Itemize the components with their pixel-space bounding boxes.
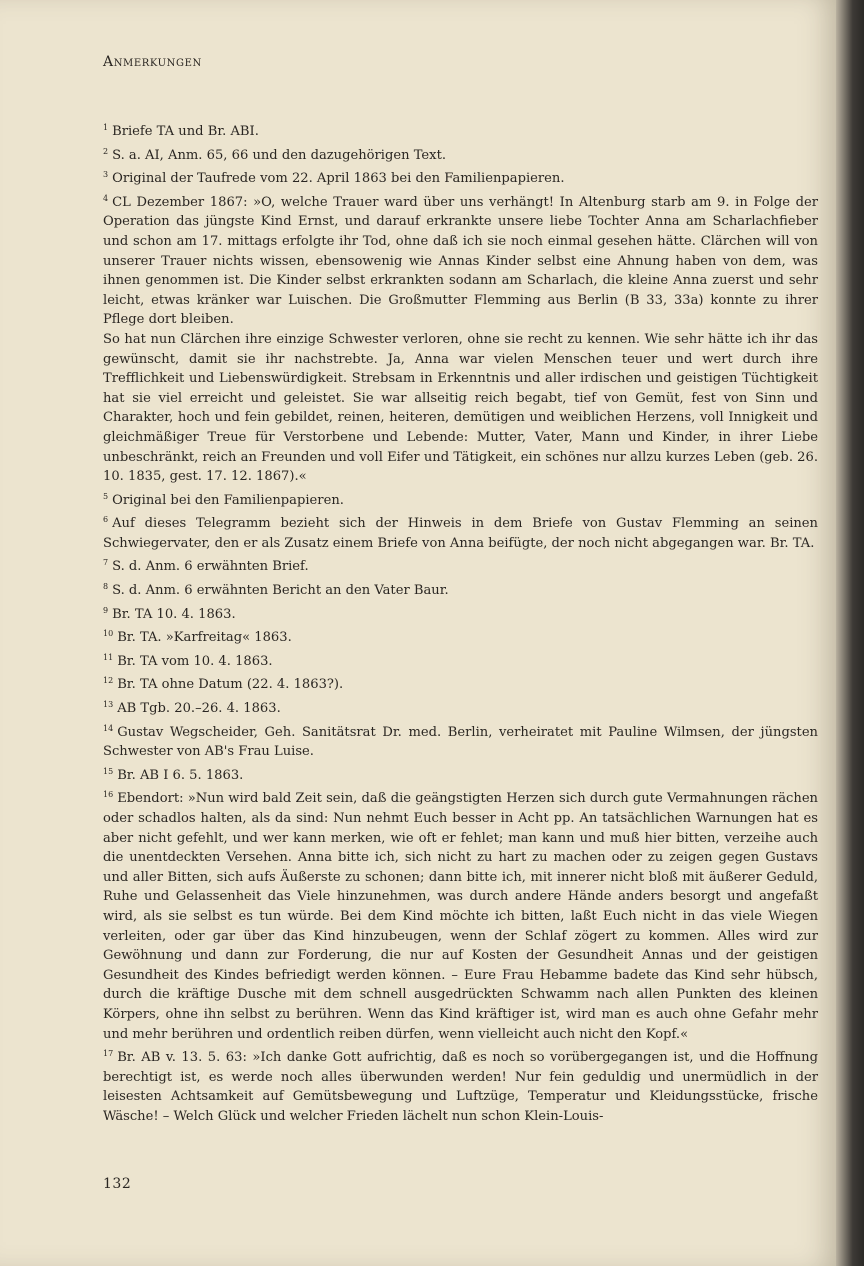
- endnote-text: Gustav Wegscheider, Geh. Sanitätsrat Dr. med. Berlin, verheiratet mit Pauline Wilmsen, der jüngsten Schwester von AB's Frau Luise.: [103, 724, 818, 760]
- endnote: [103, 189, 818, 330]
- endnote-text: S. d. Anm. 6 erwähnten Brief.: [112, 559, 309, 575]
- endnote-text: Ebendort: »Nun wird bald Zeit sein, daß die geängstigten Herzen sich durch gute Vermahnungen rächen oder schadlos halten, als da sind: Nun nehmt Euch besser in Acht pp. An tatsächlichen Warnungen hat es aber nicht gefehlt, und wer kann merken, wie oft er fehlet; man kann und muß hier bitten, verzeihe auch die unentdeckten Versehen. Anna bitte ich, sich nicht zu hart zu machen oder zu zeigen gegen Gustavs und aller Bitten, sich aufs Äußerste zu schonen; dann bitte ich, mit innerer nicht bloß mit äußerer Geduld, Ruhe und Gelassenheit das Viele hinzunehmen, was durch andere Hände anders besorgt und angefaßt wird, als sie selbst es tun würde. Bei dem Kind möchte ich bitten, laßt Euch nicht in das viele Wiegen verleiten, oder gar über das Kind hinzubeugen, wenn der Schlaf zögert zu kommen. Alles wird zur Gewöhnung und dann zur Forderung, die nur auf Kosten der Gesundheit Annas und der geistigen Gesundheit des Kindes befriedigt werden können. – Eure Frau Hebamme badete das Kind sehr hübsch, durch die kräftige Dusche mit dem schnell ausgedrückten Schwamm nach allen Punkten des kleinen Körpers, ohne ihn selbst zu berühren. Wenn das Kind kräftiger ist, wird man es auch ohne Gefahr mehr und mehr berühren und ordentlich reiben dürfen, wenn vielleicht auch nicht den Kopf.«: [103, 791, 818, 1042]
- endnote: [103, 671, 818, 695]
- endnote-number: 12: [103, 676, 114, 686]
- endnote: [103, 118, 818, 142]
- endnote-number: 9: [103, 605, 109, 615]
- endnote: [103, 577, 818, 601]
- endnote-text: Br. TA vom 10. 4. 1863.: [117, 653, 273, 669]
- endnote: [103, 785, 818, 1044]
- endnote: [103, 624, 818, 648]
- endnote-text: Briefe TA und Br. ABI.: [112, 124, 259, 139]
- endnote-number: 5: [103, 491, 109, 501]
- endnote-text: Br. TA 10. 4. 1863.: [112, 606, 236, 622]
- endnote: [103, 1044, 818, 1126]
- endnote-number: 11: [103, 652, 114, 662]
- endnote: [103, 330, 818, 487]
- endnote: [103, 695, 818, 719]
- endnote-text: S. a. AI, Anm. 65, 66 und den dazugehörigen Text.: [112, 147, 446, 163]
- endnote-number: 13: [103, 700, 114, 710]
- endnote: [103, 648, 818, 672]
- endnote-text: Auf dieses Telegramm bezieht sich der Hinweis in dem Briefe von Gustav Flemming an seinen Schwiegervater, den er als Zusatz einem Briefe von Anna beifügte, der noch nicht abgegangen war. Br. TA.: [103, 516, 818, 551]
- endnote-text: Original der Taufrede vom 22. April 1863 bei den Familienpapieren.: [112, 171, 565, 187]
- endnote-number: 7: [103, 558, 109, 568]
- endnote: [103, 510, 818, 553]
- endnote: [103, 553, 818, 577]
- endnote: [103, 719, 818, 762]
- endnote-number: 8: [103, 582, 109, 592]
- endnote-number: 2: [103, 146, 109, 156]
- endnote: [103, 601, 818, 625]
- endnote-text: Br. AB I 6. 5. 1863.: [117, 767, 244, 783]
- endnote-number: 17: [103, 1049, 114, 1059]
- running-header: Anmerkungen: [103, 54, 202, 70]
- endnote-number: 16: [103, 790, 114, 800]
- endnote: [103, 762, 818, 786]
- endnote-text: Br. TA ohne Datum (22. 4. 1863?).: [117, 677, 344, 693]
- endnote-number: 1: [103, 123, 109, 132]
- endnote-number: 10: [103, 629, 114, 639]
- endnote-number: 14: [103, 723, 114, 733]
- endnote-text: AB Tgb. 20.–26. 4. 1863.: [117, 701, 281, 717]
- endnote: [103, 165, 818, 189]
- endnote-number: 6: [103, 515, 109, 525]
- endnote-number: 4: [103, 193, 109, 203]
- page-number: 132: [103, 1176, 132, 1192]
- endnote-number: 15: [103, 766, 114, 776]
- endnote: [103, 142, 818, 166]
- endnotes: [103, 118, 818, 1127]
- endnote-text: Br. AB v. 13. 5. 63: »Ich danke Gott aufrichtig, daß es noch so vorübergegangen ist, und die Hoffnung berechtigt ist, es werde noch alles überwunden werden! Nur fein geduldig und unermüdlich in der leisesten Achtsamkeit auf Gemütsbewegung und Luftzüge, Temperatur und Kleidungsstücke, frische Wäsche! – Welch Glück und welcher Frieden lächelt nun schon Klein-Louis-: [103, 1050, 818, 1124]
- endnote-text: S. d. Anm. 6 erwähnten Bericht an den Vater Baur.: [112, 583, 449, 599]
- endnote-text: Original bei den Familienpapieren.: [112, 492, 344, 508]
- book-gutter: [836, 0, 864, 1266]
- endnote-text: Br. TA. »Karfreitag« 1863.: [117, 630, 292, 646]
- endnote: [103, 487, 818, 511]
- endnote-number: 3: [103, 170, 109, 180]
- endnote-text: So hat nun Clärchen ihre einzige Schwester verloren, ohne sie recht zu kennen. Wie sehr hätte ich ihr das gewünscht, damit sie ihr nachstrebte. Ja, Anna war vielen Menschen teuer und wert durch ihre Trefflichkeit und Liebenswürdigkeit. Strebsam in Erkenntnis und aller irdischen und geistigen Tüchtigkeit hat sie viel erreicht und geleistet. Sie war allseitig reich begabt, tief von Gemüt, fest von Sinn und Charakter, hoch und fein gebildet, reinen, heiteren, demütigen und weiblichen Herzens, voll Innigkeit und gleichmäßiger Treue für Verstorbene und Lebende: Mutter, Vater, Mann und Kinder, in ihrer Liebe unbeschränkt, reich an Freunden und voll Eifer und Tätigkeit, ein schönes nur allzu kurzes Leben (geb. 26. 10. 1835, gest. 17. 12. 1867).«: [103, 331, 818, 485]
- endnote-text: CL Dezember 1867: »O, welche Trauer ward über uns verhängt! In Altenburg starb am 9. in Folge der Operation das jüngste Kind Ernst, und darauf erkrankte unsere liebe Tochter Anna am Scharlachfieber und schon am 17. mittags erfolgte ihr Tod, ohne daß ich sie noch einmal gesehen hätte. Clärchen will von unserer Trauer nichts wissen, ebensowenig wie Annas Kinder selbst eine Ahnung haben von dem, was ihnen genommen ist. Die Kinder selbst erkrankten sodann am Scharlach, die kleine Anna zuerst und sehr leicht, etwas kränker war Luischen. Die Großmutter Flemming aus Berlin (B 33, 33a) konnte zu ihrer Pflege dort bleiben.: [103, 194, 818, 328]
